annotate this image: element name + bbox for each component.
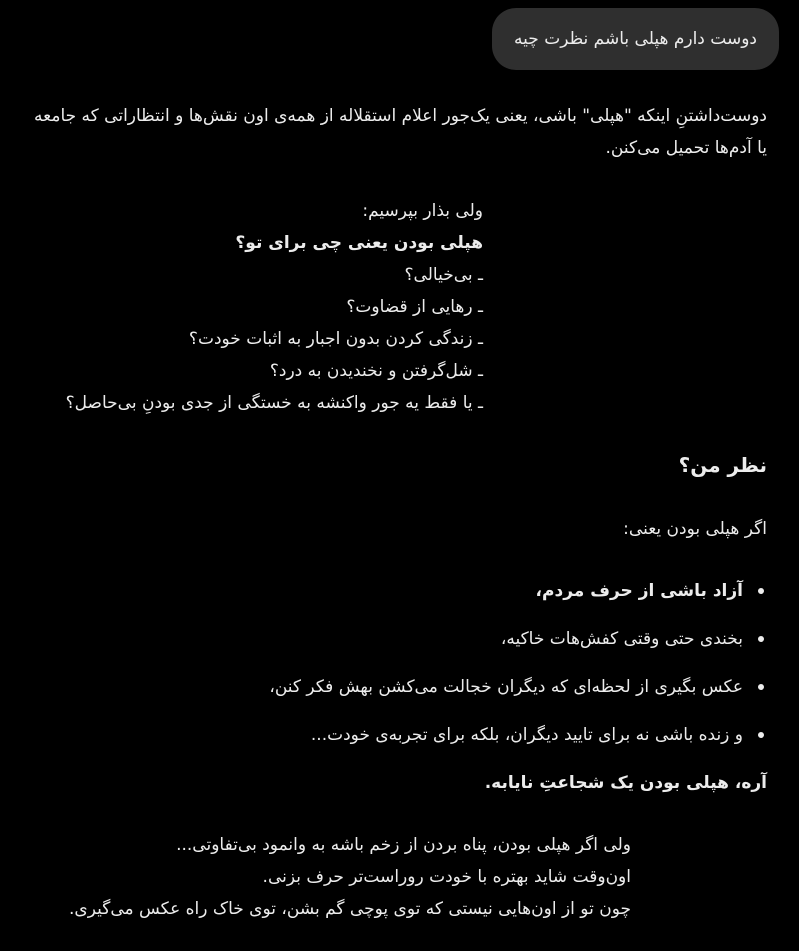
final-line: اون‌وقت شاید بهتره با خودت روراست‌تر حرف بزنی. bbox=[262, 867, 631, 887]
user-message-text: دوست دارم هپلی باشم نظرت چیه bbox=[514, 29, 757, 49]
brave-line: آره، هپلی بودن یک شجاعتِ نایابه. bbox=[484, 773, 767, 793]
list-item bbox=[31, 623, 767, 655]
list-item bbox=[31, 575, 767, 607]
option-line: ـ بی‌خیالی؟ bbox=[404, 265, 483, 285]
question-block bbox=[3, 195, 483, 419]
if-line: اگر هپلی بودن یعنی: bbox=[623, 519, 767, 539]
final-line: چون تو از اون‌هایی نیستی که توی پوچی گم بشن، توی خاک راه عکس می‌گیری. bbox=[69, 899, 631, 919]
bullet-dot-icon bbox=[758, 588, 764, 594]
bullet-dot-icon bbox=[758, 684, 764, 690]
list-item bbox=[31, 719, 767, 751]
final-line: ولی اگر هپلی بودن، پناه بردن از زخم باشه به وانمود بی‌تفاوتی... bbox=[176, 835, 631, 855]
option-line: ـ رهایی از قضاوت؟ bbox=[346, 297, 483, 317]
bullet-list bbox=[31, 575, 767, 751]
list-item-text: آزاد باشی از حرف مردم، bbox=[535, 581, 743, 601]
list-item-text: بخندی حتی وقتی کفش‌هات خاکیه، bbox=[500, 629, 743, 649]
option-line: ـ شل‌گرفتن و نخندیدن به درد؟ bbox=[269, 361, 483, 381]
opinion-heading: نظر من؟ bbox=[678, 453, 767, 477]
ask-question: هپلی بودن یعنی چی برای تو؟ bbox=[235, 233, 483, 253]
list-item-text: و زنده باشی نه برای تایید دیگران، بلکه برای تجربه‌ی خودت... bbox=[310, 725, 743, 745]
final-block bbox=[31, 829, 631, 925]
list-item bbox=[31, 671, 767, 703]
assistant-message bbox=[31, 100, 767, 925]
option-line: ـ یا فقط یه جور واکنشه به خستگی از جدی بودنِ بی‌حاصل؟ bbox=[65, 393, 483, 413]
bullet-dot-icon bbox=[758, 636, 764, 642]
assistant-intro-paragraph: دوست‌داشتنِ اینکه "هپلی" باشی، یعنی یک‌جور اعلام استقلاله از همه‌ی اون نقش‌ها و انتظاراتی که جامعه یا آدم‌ها تحمیل می‌کنن. bbox=[34, 106, 767, 158]
ask-intro: ولی بذار بپرسیم: bbox=[362, 201, 483, 221]
bullet-dot-icon bbox=[758, 732, 764, 738]
option-line: ـ زندگی کردن بدون اجبار به اثبات خودت؟ bbox=[188, 329, 483, 349]
user-message-bubble bbox=[492, 8, 779, 70]
list-item-text: عکس بگیری از لحظه‌ای که دیگران خجالت می‌کشن بهش فکر کنن، bbox=[269, 677, 743, 697]
